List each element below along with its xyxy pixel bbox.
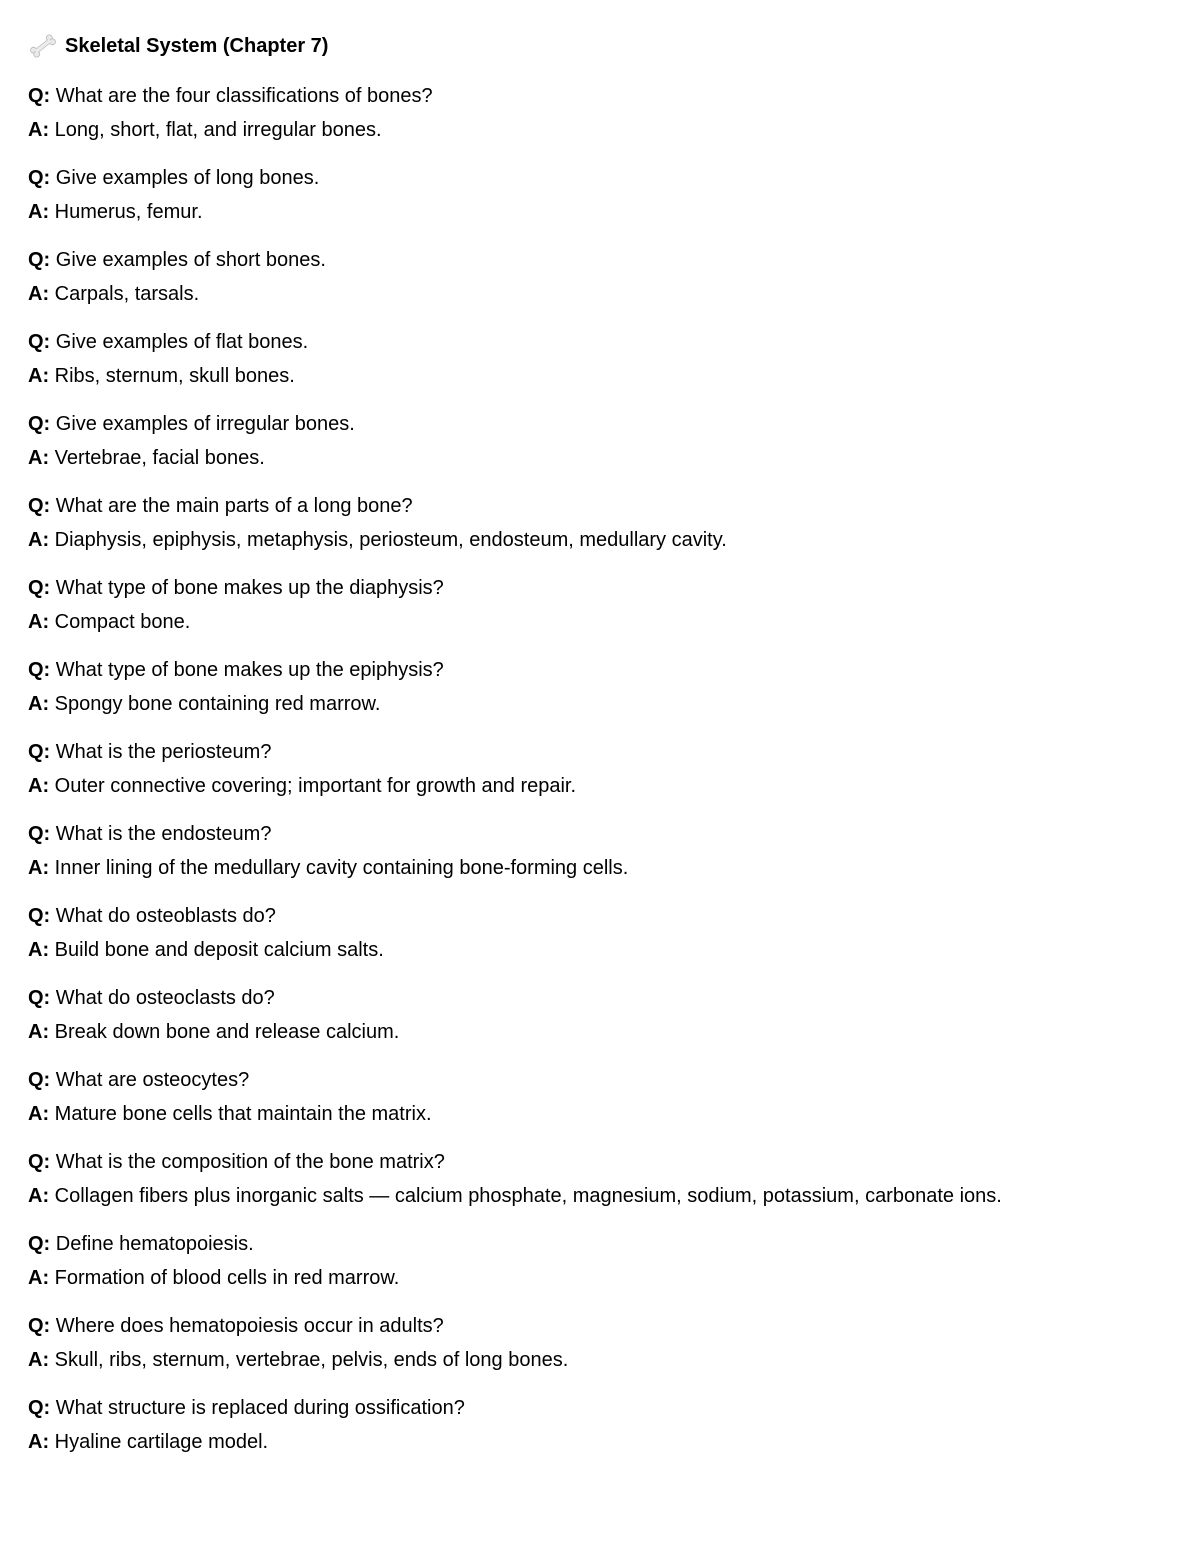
qa-item <box>28 408 1172 475</box>
answer-text: Outer connective covering; important for growth and repair. <box>54 774 577 797</box>
question-line <box>28 1392 1172 1426</box>
question-prefix: Q: <box>28 577 51 599</box>
answer-line <box>28 114 1172 148</box>
answer-line <box>28 1262 1172 1296</box>
answer-line <box>28 360 1172 394</box>
question-prefix: Q: <box>28 85 51 107</box>
answer-line <box>28 688 1172 722</box>
question-prefix: Q: <box>28 1233 51 1255</box>
question-line <box>28 244 1172 278</box>
bone-icon <box>28 33 58 59</box>
qa-item <box>28 982 1172 1049</box>
question-text: What do osteoclasts do? <box>55 987 275 1009</box>
answer-prefix: A: <box>28 118 50 141</box>
question-line <box>28 818 1172 852</box>
question-prefix: Q: <box>28 249 51 271</box>
answer-text: Ribs, sternum, skull bones. <box>54 364 295 387</box>
question-text: Where does hematopoiesis occur in adults? <box>55 1315 444 1337</box>
answer-text: Inner lining of the medullary cavity containing bone-forming cells. <box>54 856 629 879</box>
question-text: Define hematopoiesis. <box>55 1233 254 1255</box>
answer-text: Long, short, flat, and irregular bones. <box>54 118 382 141</box>
answer-prefix: A: <box>28 364 50 387</box>
answer-prefix: A: <box>28 1266 50 1289</box>
answer-prefix: A: <box>28 1020 50 1043</box>
question-line <box>28 654 1172 688</box>
answer-text: Vertebrae, facial bones. <box>54 446 265 469</box>
qa-item <box>28 1064 1172 1131</box>
answer-prefix: A: <box>28 1102 50 1125</box>
question-prefix: Q: <box>28 413 51 435</box>
question-text: What are the four classifications of bones? <box>55 85 433 107</box>
answer-line <box>28 1098 1172 1132</box>
answer-prefix: A: <box>28 528 50 551</box>
answer-line <box>28 278 1172 312</box>
question-text: What type of bone makes up the epiphysis? <box>55 659 444 681</box>
answer-line <box>28 196 1172 230</box>
qa-item <box>28 572 1172 639</box>
question-text: What do osteoblasts do? <box>55 905 276 927</box>
answer-text: Compact bone. <box>54 610 191 633</box>
question-line <box>28 490 1172 524</box>
question-line <box>28 1310 1172 1344</box>
answer-prefix: A: <box>28 1430 50 1453</box>
question-prefix: Q: <box>28 987 51 1009</box>
question-prefix: Q: <box>28 659 51 681</box>
answer-line <box>28 1180 1172 1214</box>
answer-line <box>28 606 1172 640</box>
answer-text: Diaphysis, epiphysis, metaphysis, periosteum, endosteum, medullary cavity. <box>54 528 727 551</box>
answer-text: Mature bone cells that maintain the matrix. <box>54 1102 432 1125</box>
answer-text: Build bone and deposit calcium salts. <box>54 938 384 961</box>
question-line <box>28 572 1172 606</box>
question-text: What is the composition of the bone matrix? <box>55 1151 445 1173</box>
answer-prefix: A: <box>28 1348 50 1371</box>
question-prefix: Q: <box>28 1069 51 1091</box>
answer-line <box>28 1344 1172 1378</box>
answer-line <box>28 524 1172 558</box>
answer-prefix: A: <box>28 446 50 469</box>
question-prefix: Q: <box>28 1397 51 1419</box>
qa-list <box>28 80 1172 1459</box>
question-line <box>28 1146 1172 1180</box>
qa-item <box>28 490 1172 557</box>
qa-item <box>28 1310 1172 1377</box>
qa-item <box>28 1392 1172 1459</box>
qa-item <box>28 162 1172 229</box>
question-prefix: Q: <box>28 905 51 927</box>
page-title <box>28 31 1172 61</box>
question-text: What type of bone makes up the diaphysis? <box>55 577 444 599</box>
question-line <box>28 408 1172 442</box>
answer-line <box>28 852 1172 886</box>
answer-line <box>28 1016 1172 1050</box>
answer-prefix: A: <box>28 692 50 715</box>
answer-text: Humerus, femur. <box>54 200 203 223</box>
question-prefix: Q: <box>28 823 51 845</box>
answer-line <box>28 1426 1172 1460</box>
question-text: Give examples of short bones. <box>55 249 326 271</box>
answer-prefix: A: <box>28 938 50 961</box>
question-line <box>28 736 1172 770</box>
answer-text: Carpals, tarsals. <box>54 282 200 305</box>
question-line <box>28 1228 1172 1262</box>
qa-item <box>28 1146 1172 1213</box>
answer-prefix: A: <box>28 282 50 305</box>
question-line <box>28 1064 1172 1098</box>
answer-text: Spongy bone containing red marrow. <box>54 692 381 715</box>
question-text: Give examples of irregular bones. <box>55 413 355 435</box>
question-text: What are osteocytes? <box>55 1069 250 1091</box>
answer-prefix: A: <box>28 774 50 797</box>
qa-item <box>28 654 1172 721</box>
qa-item <box>28 900 1172 967</box>
question-prefix: Q: <box>28 1151 51 1173</box>
question-text: Give examples of flat bones. <box>55 331 309 353</box>
question-line <box>28 900 1172 934</box>
answer-text: Break down bone and release calcium. <box>54 1020 400 1043</box>
answer-line <box>28 934 1172 968</box>
answer-text: Skull, ribs, sternum, vertebrae, pelvis, ends of long bones. <box>54 1348 569 1371</box>
question-prefix: Q: <box>28 1315 51 1337</box>
question-line <box>28 80 1172 114</box>
qa-item <box>28 80 1172 147</box>
answer-prefix: A: <box>28 856 50 879</box>
question-line <box>28 162 1172 196</box>
question-text: What is the periosteum? <box>55 741 272 763</box>
question-prefix: Q: <box>28 331 51 353</box>
question-prefix: Q: <box>28 495 51 517</box>
qa-item <box>28 326 1172 393</box>
question-prefix: Q: <box>28 167 51 189</box>
answer-text: Collagen fibers plus inorganic salts — calcium phosphate, magnesium, sodium, potassium, carbonate ions. <box>54 1184 1002 1207</box>
question-prefix: Q: <box>28 741 51 763</box>
qa-item <box>28 818 1172 885</box>
question-text: What structure is replaced during ossification? <box>55 1397 465 1419</box>
question-text: What is the endosteum? <box>55 823 272 845</box>
qa-item <box>28 736 1172 803</box>
question-text: Give examples of long bones. <box>55 167 320 189</box>
question-line <box>28 326 1172 360</box>
question-text: What are the main parts of a long bone? <box>55 495 413 517</box>
page-title-text: Skeletal System (Chapter 7) <box>65 34 329 57</box>
answer-line <box>28 442 1172 476</box>
answer-prefix: A: <box>28 610 50 633</box>
question-line <box>28 982 1172 1016</box>
answer-text: Formation of blood cells in red marrow. <box>54 1266 400 1289</box>
answer-prefix: A: <box>28 200 50 223</box>
qa-item <box>28 244 1172 311</box>
qa-item <box>28 1228 1172 1295</box>
answer-text: Hyaline cartilage model. <box>54 1430 269 1453</box>
answer-prefix: A: <box>28 1184 50 1207</box>
answer-line <box>28 770 1172 804</box>
